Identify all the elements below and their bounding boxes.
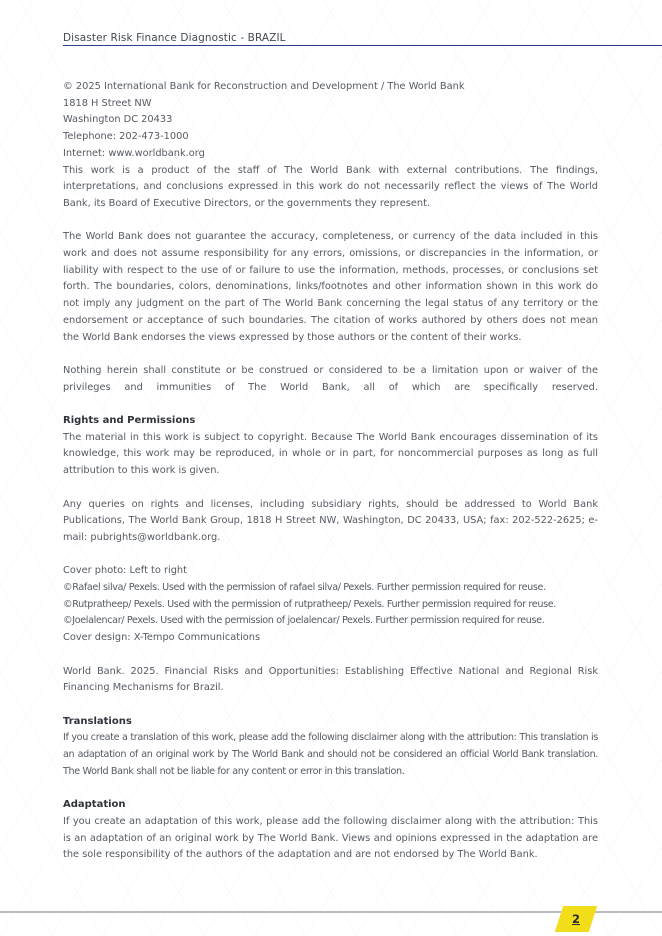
rights-paragraph-2: Any queries on rights and licenses, including subsidiary rights, should be addressed to World Bank Publications, The World Bank Group, 1818 H Street NW, Washington, DC 20433, USA; fax: 202-522-2625; e-mail: pubrights@worldbank.org. bbox=[63, 498, 598, 543]
cover-credit-2: ©Rutpratheep/ Pexels. Used with the permission of rutpratheep/ Pexels. Further permission required for reuse. bbox=[63, 598, 556, 610]
cover-photo-label: Cover photo: Left to right bbox=[63, 565, 187, 577]
telephone: Telephone: 202-473-1000 bbox=[63, 131, 189, 143]
disclaimer-paragraph-2: The World Bank does not guarantee the accuracy, completeness, or currency of the data included in this work and does not assume responsibility for any errors, omissions, or discrepancies in the information, or liability with respect to the use of or failure to use the information, methods, processes, or conclusions set forth. The boundaries, colors, denominations, links/footnotes and other information shown in this work do not imply any judgment on the part of The World Bank concerning the legal status of any territory or the endorsement or acceptance of such boundaries. The citation of works authored by others does not mean the World Bank endorses the views expressed by those authors or the content of their works. bbox=[63, 231, 598, 343]
copyright-line: © 2025 International Bank for Reconstruction and Development / The World Bank bbox=[63, 81, 465, 92]
rights-heading: Rights and Permissions bbox=[63, 415, 196, 427]
citation: World Bank. 2025. Financial Risks and Opportunities: Establishing Effective National and Regional Risk Financing Mechanisms for Brazil. bbox=[63, 665, 598, 694]
disclaimer-paragraph-1: This work is a product of the staff of The World Bank with external contributions. The findings, interpretations, and conclusions expressed in this work do not necessarily reflect the views of The World Bank, its Board of Executive Directors, or the governments they represent. bbox=[63, 164, 598, 209]
running-header bbox=[63, 26, 662, 46]
internet-address: Internet: www.worldbank.org bbox=[63, 147, 205, 159]
adaptation-text: If you create an adaptation of this work, please add the following disclaimer along with the attribution: This is an adaptation of an original work by The World Bank. Views and opinions expressed in the adaptation are the sole responsibility of the authors of the adaptation and are not endorsed by The World Bank. bbox=[63, 815, 598, 861]
adaptation-heading: Adaptation bbox=[63, 799, 126, 811]
translations-heading: Translations bbox=[63, 715, 132, 727]
page-number-badge bbox=[555, 906, 597, 932]
header-title: Disaster Risk Finance Diagnostic - BRAZIL bbox=[63, 32, 286, 44]
page-number: 2 bbox=[571, 912, 580, 926]
rights-paragraph-1: The material in this work is subject to copyright. Because The World Bank encourages dissemination of its knowledge, this work may be reproduced, in whole or in part, for noncommercial purposes as long as full attribution to this work is given. bbox=[63, 431, 598, 477]
disclaimer-paragraph-3: Nothing herein shall constitute or be construed or considered to be a limitation upon or waiver of the privileges and immunities of The World Bank, all of which are specifically reserved. bbox=[63, 364, 598, 393]
address-city: Washington DC 20433 bbox=[63, 114, 173, 126]
cover-credit-1: ©Rafael silva/ Pexels. Used with the permission of rafael silva/ Pexels. Further permission required for reuse. bbox=[63, 582, 546, 594]
cover-design-credit: Cover design: X-Tempo Communications bbox=[63, 632, 261, 644]
address-street: 1818 H Street NW bbox=[63, 97, 152, 109]
copyright-page-content bbox=[63, 79, 598, 864]
translations-text: If you create a translation of this work, please add the following disclaimer along with the attribution: This translation is an adaptation of an original work by The World Bank and should not be considered an official World Bank translation. The World Bank shall not be liable for any content or error in this translation. bbox=[63, 732, 598, 777]
cover-credit-3: ©Joelalencar/ Pexels. Used with the permission of joelalencar/ Pexels. Further permission required for reuse. bbox=[63, 615, 545, 627]
